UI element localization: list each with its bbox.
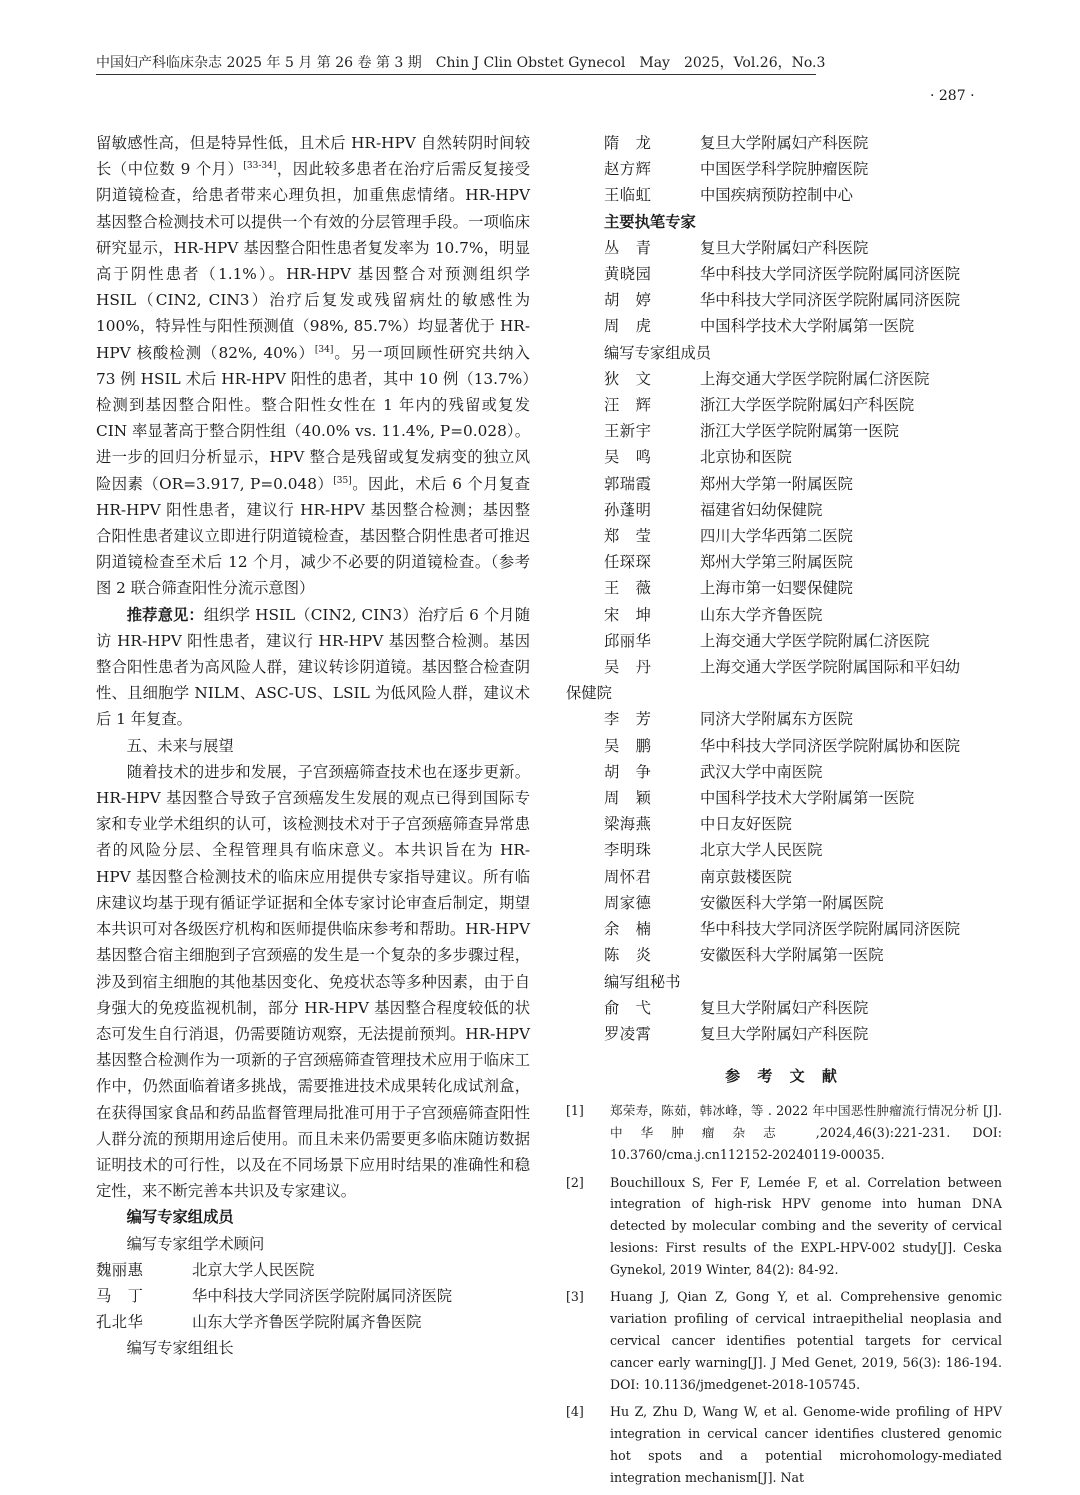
member-name: 郑 莹 bbox=[604, 527, 652, 546]
member-org: 复旦大学附属妇产科医院 bbox=[700, 134, 869, 152]
member-row bbox=[566, 156, 1002, 182]
members-heading: 编写专家组成员 bbox=[126, 1208, 234, 1227]
member-name: 吴 鸣 bbox=[604, 448, 652, 467]
recommendation-text: 组织学 HSIL（CIN2, CIN3）治疗后 6 个月随访 HR-HPV 阳性患者，建议行 HR-HPV 基因整合检测。基因整合阳性患者为高风险人群，建议转诊阴道镜。基因整合检查阴性、且细胞学 NILM、ASC-US、LSIL 为低风险人群，建议术后 1 年复查。 bbox=[96, 605, 530, 729]
member-org: 中国科学技术大学附属第一医院 bbox=[700, 789, 915, 808]
member-org: 中国科学技术大学附属第一医院 bbox=[700, 317, 915, 336]
reference-text: Bouchilloux S, Fer F, Lemée F, et al. Correlation between integration of high-risk HPV genome into human DNA detected by molecular combing and the severity of cervical lesions: First results of the EXPL-HPV-002 study[J]. Ceska Gynekol, 2019 Winter, 84(2): 84-92. bbox=[610, 1174, 1002, 1277]
member-row bbox=[566, 235, 1002, 261]
member-org: 上海市第一妇婴保健院 bbox=[700, 579, 853, 598]
member-name: 罗凌霄 bbox=[604, 1024, 652, 1043]
member-row bbox=[96, 1283, 530, 1309]
leaders-list bbox=[566, 130, 1002, 209]
reference-item bbox=[566, 1172, 1002, 1281]
member-org: 华中科技大学同济医学院附属同济医院 bbox=[700, 265, 961, 284]
member-row bbox=[566, 261, 1002, 287]
member-row bbox=[96, 1309, 530, 1335]
member-row bbox=[566, 602, 1002, 628]
members-list-continued bbox=[566, 706, 1002, 968]
member-row bbox=[566, 549, 1002, 575]
member-name: 俞 弋 bbox=[604, 998, 652, 1017]
member-name: 赵方辉 bbox=[604, 160, 652, 179]
member-name: 胡 争 bbox=[604, 762, 652, 781]
member-row bbox=[566, 733, 1002, 759]
member-org: 浙江大学医学院附属妇产科医院 bbox=[700, 396, 915, 415]
member-row bbox=[566, 366, 1002, 392]
advisors-list bbox=[96, 1257, 530, 1336]
member-row bbox=[566, 182, 1002, 208]
p1-part-a: 留敏感性高，但是特异性低，且术后 HR-HPV 自然转阴时间较长（中位数 9 个月） bbox=[96, 134, 530, 179]
reference-text: 郑荣寿，陈茹，韩冰峰，等 . 2022 年中国恶性肿瘤流行情况分析 [J]. 中华肿瘤杂志 ,2024,46(3):221-231. DOI: 10.3760/cma.j.cn112152-20240119-00035. bbox=[610, 1103, 1002, 1162]
member-row bbox=[566, 890, 1002, 916]
p1-part-d: 。因此，术后 6 个月复查 HR-HPV 阳性患者，建议行 HR-HPV 基因整合检测；基因整合阳性患者建议立即进行阴道镜检查，基因整合阴性患者可推迟阴道镜检查至术后 12 个月，减少不必要的阴道镜检查。（参考图 2 联合筛查阳性分流示意图） bbox=[96, 474, 531, 598]
reference-number: [2] bbox=[566, 1174, 584, 1190]
page-number: · 287 · bbox=[930, 88, 975, 104]
member-org: 复旦大学附属妇产科医院 bbox=[700, 238, 869, 257]
member-org: 华中科技大学同济医学院附属同济医院 bbox=[700, 920, 961, 939]
reference-number: [3] bbox=[566, 1289, 584, 1305]
member-org: 同济大学附属东方医院 bbox=[700, 710, 853, 729]
reference-item bbox=[566, 1401, 1002, 1488]
member-org: 上海交通大学医学院附属仁济医院 bbox=[700, 369, 930, 388]
member-row bbox=[566, 628, 1002, 654]
org-wrap-continuation: 保健院 bbox=[566, 684, 612, 703]
member-row bbox=[566, 471, 1002, 497]
member-row bbox=[566, 444, 1002, 470]
member-name: 汪 辉 bbox=[604, 396, 652, 415]
member-row bbox=[566, 759, 1002, 785]
citation: [34] bbox=[314, 344, 334, 355]
member-name: 孔北华 bbox=[96, 1313, 144, 1332]
member-org: 上海交通大学医学院附属国际和平妇幼 bbox=[700, 658, 961, 677]
member-row bbox=[566, 995, 1002, 1021]
reference-item bbox=[566, 1286, 1002, 1395]
member-org: 安徽医科大学附属第一医院 bbox=[700, 946, 884, 965]
member-org: 山东大学齐鲁医院 bbox=[700, 605, 823, 624]
member-row bbox=[566, 497, 1002, 523]
member-row bbox=[96, 1257, 530, 1283]
member-name: 李 芳 bbox=[604, 710, 652, 729]
paragraph-followup bbox=[96, 130, 530, 602]
member-row bbox=[566, 654, 1002, 680]
member-name: 郭瑞霞 bbox=[604, 474, 652, 493]
member-name: 梁海燕 bbox=[604, 815, 652, 834]
secretaries-list bbox=[566, 995, 1002, 1047]
reference-number: [1] bbox=[566, 1103, 584, 1119]
member-org: 上海交通大学医学院附属仁济医院 bbox=[700, 631, 930, 650]
member-name: 王临虹 bbox=[604, 186, 652, 205]
member-name: 狄 文 bbox=[604, 369, 652, 388]
references-list bbox=[566, 1100, 1002, 1489]
member-name: 周家德 bbox=[604, 893, 652, 912]
member-org: 北京协和医院 bbox=[700, 448, 792, 467]
member-name: 丛 青 bbox=[604, 238, 652, 257]
member-name: 任琛琛 bbox=[604, 553, 652, 572]
member-org: 北京大学人民医院 bbox=[700, 841, 823, 860]
member-name: 周怀君 bbox=[604, 867, 652, 886]
secretary-heading: 编写组秘书 bbox=[604, 972, 681, 991]
member-name: 宋 坤 bbox=[604, 605, 652, 624]
reference-text: Huang J, Qian Z, Gong Y, et al. Comprehensive genomic variation profiling of cervical intraepithelial neoplasia and cervical cancer identifies potential targets for cervical cancer early warning[J]. J Med Genet, 2019, 56(3): 186-194. DOI: 10.1136/jmedgenet-2018-105745. bbox=[610, 1289, 1002, 1392]
member-name: 魏丽惠 bbox=[96, 1260, 144, 1279]
leaders-heading: 编写专家组组长 bbox=[126, 1339, 234, 1358]
member-row bbox=[566, 575, 1002, 601]
member-row bbox=[566, 287, 1002, 313]
writers-list bbox=[566, 235, 1002, 340]
member-org: 中日友好医院 bbox=[700, 815, 792, 834]
member-row bbox=[566, 785, 1002, 811]
member-row bbox=[566, 1021, 1002, 1047]
member-org: 武汉大学中南医院 bbox=[700, 762, 823, 781]
advisors-heading: 编写专家组学术顾问 bbox=[126, 1234, 265, 1253]
member-org: 中国疾病预防控制中心 bbox=[700, 186, 853, 205]
member-row bbox=[566, 706, 1002, 732]
member-name: 隋 龙 bbox=[604, 134, 652, 152]
member-name: 王 薇 bbox=[604, 579, 652, 598]
member-org: 福建省妇幼保健院 bbox=[700, 500, 823, 519]
member-row bbox=[566, 837, 1002, 863]
recommendation bbox=[96, 602, 530, 733]
member-row bbox=[566, 864, 1002, 890]
members-list bbox=[566, 366, 1002, 680]
member-row bbox=[566, 523, 1002, 549]
member-row bbox=[566, 392, 1002, 418]
member-name: 孙蓬明 bbox=[604, 500, 652, 519]
references-heading: 参 考 文 献 bbox=[725, 1067, 843, 1086]
member-row bbox=[566, 130, 1002, 156]
paragraph-future bbox=[96, 759, 530, 1204]
p1-part-c: 。另一项回顾性研究共纳入 73 例 HSIL 术后 HR-HPV 阳性的患者，其中 10 例（13.7%）检测到基因整合阳性。整合阳性女性在 1 年内的残留或复发 CIN 率显著高于整合阴性组（40.0% vs. 11.4%, P=0.028）。进一步的回归分析显示，HPV 整合是残留或复发病变的独立风险因素（OR=3.917, P=0.048） bbox=[96, 343, 530, 493]
running-header: 中国妇产科临床杂志 2025 年 5 月 第 26 卷 第 3 期 Chin J Clin Obstet Gynecol May 2025，Vol.26，No.3 bbox=[96, 54, 816, 75]
writers-heading: 主要执笔专家 bbox=[604, 212, 696, 231]
member-org: 华中科技大学同济医学院附属协和医院 bbox=[700, 736, 961, 755]
citation: [33-34] bbox=[243, 161, 277, 172]
member-org: 北京大学人民医院 bbox=[192, 1260, 315, 1279]
member-row bbox=[566, 916, 1002, 942]
left-column bbox=[96, 130, 530, 1362]
member-name: 余 楠 bbox=[604, 920, 652, 939]
member-org: 中国医学科学院肿瘤医院 bbox=[700, 160, 869, 179]
citation: [35] bbox=[333, 475, 352, 486]
member-org: 华中科技大学同济医学院附属同济医院 bbox=[192, 1286, 453, 1305]
member-org: 华中科技大学同济医学院附属同济医院 bbox=[700, 291, 961, 310]
member-name: 周 颖 bbox=[604, 789, 652, 808]
right-column bbox=[566, 130, 1002, 1495]
member-name: 李明珠 bbox=[604, 841, 652, 860]
member-name: 王新宇 bbox=[604, 422, 652, 441]
member-name: 胡 婷 bbox=[604, 291, 652, 310]
member-org: 南京鼓楼医院 bbox=[700, 867, 792, 886]
member-org: 复旦大学附属妇产科医院 bbox=[700, 998, 869, 1017]
member-org: 安徽医科大学第一附属医院 bbox=[700, 893, 884, 912]
member-name: 吴 鹏 bbox=[604, 736, 652, 755]
member-row bbox=[566, 313, 1002, 339]
section-title-future: 五、未来与展望 bbox=[126, 736, 234, 755]
future-text: 随着技术的进步和发展，子宫颈癌筛查技术也在逐步更新。HR-HPV 基因整合导致子宫颈癌发生发展的观点已得到国际专家和专业学术组织的认可，该检测技术对于子宫颈癌筛查异常患者的风险分层、全程管理具有临床意义。本共识旨在为 HR-HPV 基因整合检测技术的临床应用提供专家指导建议。所有临床建议均基于现有循证学证据和全体专家讨论审查后制定，期望本共识可对各级医疗机构和医师提供临床参考和帮助。HR-HPV 基因整合宿主细胞到子宫颈癌的发生是一个复杂的多步骤过程，涉及到宿主细胞的其他基因变化、免疫状态等多种因素，由于自身强大的免疫监视机制，部分 HR-HPV 基因整合程度较低的状态可发生自行消退，仍需要随访观察，无法提前预判。HR-HPV 基因整合检测作为一项新的子宫颈癌筛查管理技术应用于临床工作中，仍然面临着诸多挑战，需要推进技术成果转化成试剂盒，在获得国家食品和药品监督管理局批准可用于子宫颈癌筛查阳性人群分流的预期用途后使用。而且未来仍需要更多临床随访数据证明技术的可行性，以及在不同场景下应用时结果的准确性和稳定性，来不断完善本共识及专家建议。 bbox=[96, 762, 530, 1201]
member-row bbox=[566, 811, 1002, 837]
member-org: 山东大学齐鲁医学院附属齐鲁医院 bbox=[192, 1313, 422, 1332]
member-org: 郑州大学第一附属医院 bbox=[700, 474, 853, 493]
member-org: 浙江大学医学院附属第一医院 bbox=[700, 422, 899, 441]
member-name: 马 丁 bbox=[96, 1286, 144, 1305]
p1-part-b: ，因此较多患者在治疗后需反复接受阴道镜检查，给患者带来心理负担，加重焦虑情绪。HR-HPV 基因整合检测技术可以提供一个有效的分层管理手段。一项临床研究显示，HR-HPV 基因整合阳性患者复发率为 10.7%，明显高于阴性患者（1.1%）。HR-HPV 基因整合对预测组织学 HSIL（CIN2, CIN3）治疗后复发或残留病灶的敏感性为 100%，特异性与阳性预测值（98%, 85.7%）均显著优于 HR-HPV 核酸检测（82%, 40%） bbox=[96, 160, 530, 362]
reference-text: Hu Z, Zhu D, Wang W, et al. Genome-wide profiling of HPV integration in cervical cancer identifies clustered genomic hot spots and a potential microhomology-mediated integration mechanism[J]. Nat bbox=[610, 1404, 1002, 1485]
member-org: 复旦大学附属妇产科医院 bbox=[700, 1024, 869, 1043]
member-name: 吴 丹 bbox=[604, 658, 652, 677]
member-row bbox=[566, 942, 1002, 968]
member-name: 邱丽华 bbox=[604, 631, 652, 650]
member-org: 四川大学华西第二医院 bbox=[700, 527, 853, 546]
reference-item bbox=[566, 1100, 1002, 1165]
members-subheading: 编写专家组成员 bbox=[604, 343, 712, 362]
member-name: 周 虎 bbox=[604, 317, 652, 336]
member-name: 陈 炎 bbox=[604, 946, 652, 965]
member-name: 黄晓园 bbox=[604, 265, 652, 284]
recommendation-label: 推荐意见： bbox=[126, 605, 204, 624]
reference-number: [4] bbox=[566, 1404, 584, 1420]
member-org: 郑州大学第三附属医院 bbox=[700, 553, 853, 572]
member-row bbox=[566, 418, 1002, 444]
